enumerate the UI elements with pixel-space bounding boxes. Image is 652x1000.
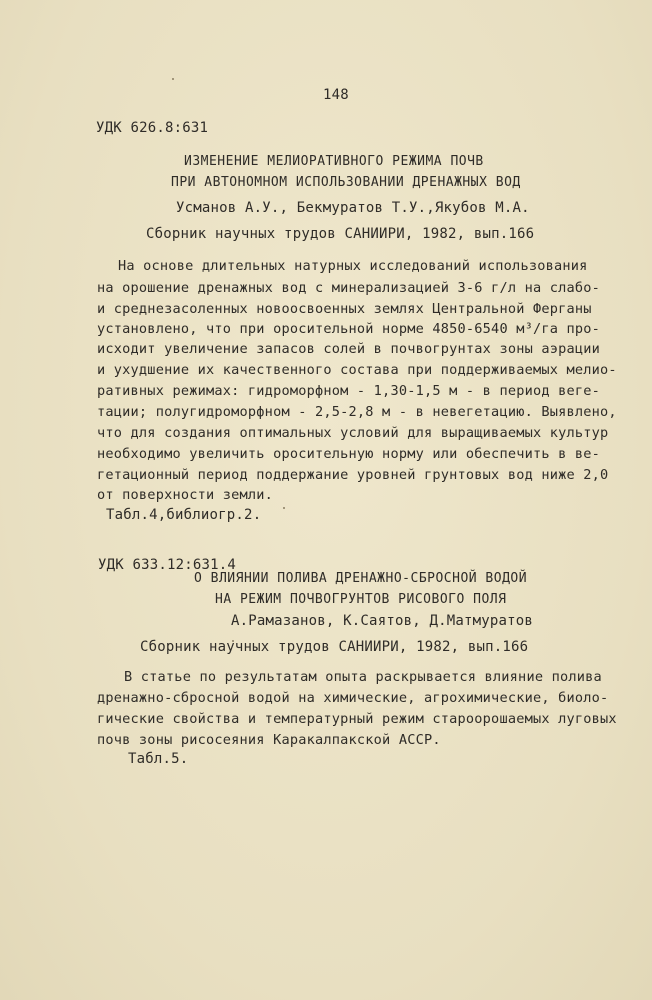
paper-speck — [283, 507, 285, 509]
entry-1-title-line-2: ПРИ АВТОНОМНОМ ИСПОЛЬЗОВАНИИ ДРЕНАЖНЫХ ВОД — [171, 175, 521, 190]
entry-1-abstract-line: тации; полугидроморфном - 2,5-2,8 м - в невегетацию. Выявлено, — [97, 404, 617, 420]
entry-1-abstract-line: необходимо увеличить оросительную норму или обеспечить в ве- — [97, 446, 601, 462]
entry-2-abstract-line: почв зоны рисосеяния Каракалпакской АССР. — [97, 732, 441, 748]
entry-1-abstract-line: установлено, что при оросительной норме 4850-6540 м³/га про- — [97, 321, 601, 337]
entry-1-abstract-line: от поверхности земли. — [97, 487, 274, 503]
entry-2-udk: УДК 633.12:631.4 — [98, 557, 237, 573]
entry-1-udk: УДК 626.8:631 — [96, 120, 209, 136]
entry-1-abstract-line: гетационный период поддержание уровней грунтовых вод ниже 2,0 — [97, 467, 609, 483]
entry-1-source: Сборник научных трудов САНИИРИ, 1982, вып.166 — [146, 226, 535, 242]
entry-2-title-line-1: О ВЛИЯНИИ ПОЛИВА ДРЕНАЖНО-СБРОСНОЙ ВОДОЙ — [194, 571, 528, 586]
entry-2-authors: А.Рамазанов, К.Саятов, Д.Матмуратов — [231, 613, 534, 629]
entry-1-abstract-line: на орошение дренажных вод с минерализацией 3-6 г/л на слабо- — [97, 280, 601, 296]
entry-2-abstract-line: дренажно-сбросной водой на химические, агрохимические, биоло- — [97, 690, 609, 706]
entry-1-title-line-1: ИЗМЕНЕНИЕ МЕЛИОРАТИВНОГО РЕЖИМА ПОЧВ — [184, 154, 484, 169]
entry-2-abstract-line: В статье по результатам опыта раскрывается влияние полива — [124, 669, 602, 685]
entry-1-authors: Усманов А.У., Бекмуратов Т.У.,Якубов М.А. — [176, 200, 530, 216]
entry-1-abstract-line: что для создания оптимальных условий для выращиваемых культур — [97, 425, 609, 441]
entry-1-abstract-line: ративных режимах: гидроморфном - 1,30-1,5 м - в период веге- — [97, 383, 601, 399]
entry-1-abstract-line: и ухудшение их качественного состава при поддерживаемых мелио- — [97, 362, 617, 378]
entry-1-abstract-line: и среднезасоленных новоосвоенных землях Центральной Ферганы — [97, 301, 592, 317]
paper-speck — [172, 78, 174, 80]
entry-1-refs: Табл.4,библиогр.2. — [106, 507, 262, 523]
entry-2-title-line-2: НА РЕЖИМ ПОЧВОГРУНТОВ РИСОВОГО ПОЛЯ — [215, 592, 507, 607]
entry-2-abstract-line: гические свойства и температурный режим староорошаемых луговых — [97, 711, 617, 727]
page-number: 148 — [323, 87, 349, 103]
entry-1-abstract-line: исходит увеличение запасов солей в почвогрунтах зоны аэрации — [97, 341, 601, 357]
entry-2-source: Сборник научных трудов САНИИРИ, 1982, вып.166 — [140, 639, 529, 655]
entry-2-refs: Табл.5. — [128, 751, 189, 767]
entry-1-abstract-line: На основе длительных натурных исследований использования — [118, 258, 588, 274]
